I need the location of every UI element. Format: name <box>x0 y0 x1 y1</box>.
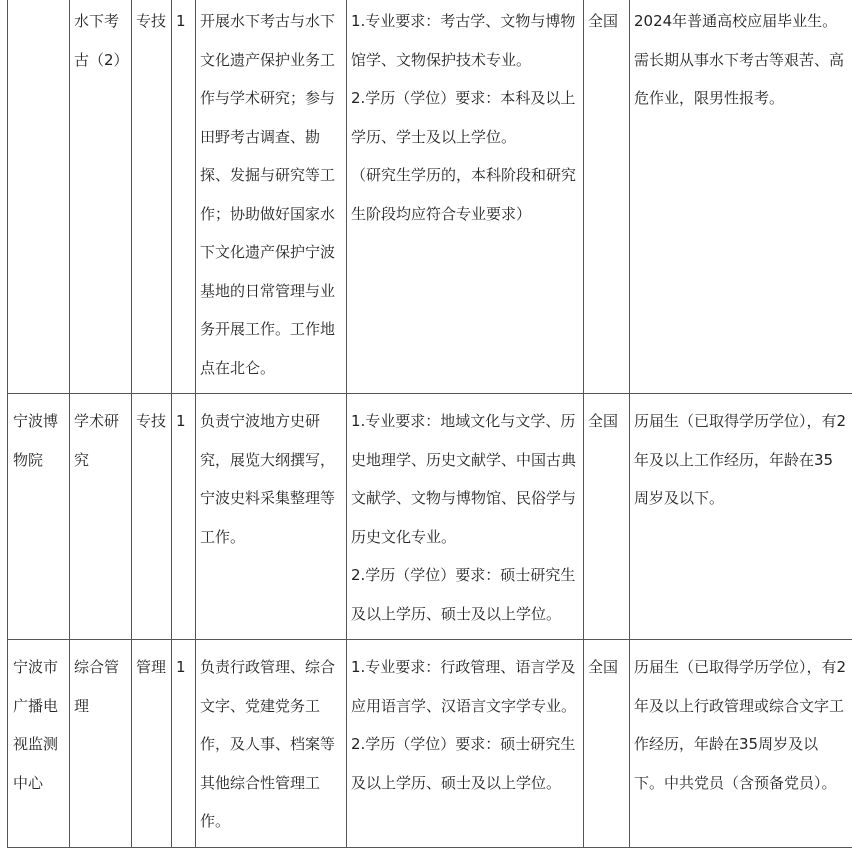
requirement-line: （研究生学历的，本科阶段和研究生阶段均应符合专业要求） <box>351 156 579 233</box>
scope-cell: 全国 <box>584 0 630 394</box>
category-cell: 专技 <box>132 394 172 640</box>
requirement-line: 1.专业要求：行政管理、语言学及应用语言学、汉语言文字学专业。 <box>351 648 579 725</box>
other-cell: 历届生（已取得学历学位），有2年及以上工作经历，年龄在35周岁及以下。 <box>630 394 852 640</box>
position-cell: 综合管理 <box>70 640 132 848</box>
table-row <box>8 394 852 640</box>
table-row <box>8 0 852 394</box>
requirement-line: 2.学历（学位）要求：本科及以上学历、学士及以上学位。 <box>351 79 579 156</box>
requirement-line: 1.专业要求：考古学、文物与博物馆学、文物保护技术专业。 <box>351 2 579 79</box>
other-cell: 2024年普通高校应届毕业生。需长期从事水下考古等艰苦、高危作业，限男性报考。 <box>630 0 852 394</box>
duties-cell: 负责宁波地方史研究，展览大纲撰写，宁波史料采集整理等工作。 <box>196 394 347 640</box>
unit-cell: 宁波市广播电视监测中心 <box>8 640 70 848</box>
requirement-line: 2.学历（学位）要求：硕士研究生及以上学历、硕士及以上学位。 <box>351 725 579 802</box>
count-cell: 1 <box>172 0 196 394</box>
requirements-cell <box>347 0 584 394</box>
scope-cell: 全国 <box>584 394 630 640</box>
position-cell: 水下考古（2） <box>70 0 132 394</box>
category-cell: 管理 <box>132 640 172 848</box>
category-cell: 专技 <box>132 0 172 394</box>
other-cell: 历届生（已取得学历学位），有2年及以上行政管理或综合文字工作经历，年龄在35周岁及以下。中共党员（含预备党员）。 <box>630 640 852 848</box>
recruitment-table <box>7 0 852 848</box>
position-cell: 学术研究 <box>70 394 132 640</box>
unit-cell: 宁波博物院 <box>8 394 70 640</box>
requirement-line: 1.专业要求：地域文化与文学、历史地理学、历史文献学、中国古典文献学、文物与博物馆、民俗学与历史文化专业。 <box>351 402 579 556</box>
duties-cell: 开展水下考古与水下文化遗产保护业务工作与学术研究；参与田野考古调查、勘探、发掘与研究等工作；协助做好国家水下文化遗产保护宁波基地的日常管理与业务开展工作。工作地点在北仑。 <box>196 0 347 394</box>
count-cell: 1 <box>172 640 196 848</box>
requirement-line: 2.学历（学位）要求：硕士研究生及以上学历、硕士及以上学位。 <box>351 556 579 633</box>
scope-cell: 全国 <box>584 640 630 848</box>
requirements-cell <box>347 394 584 640</box>
count-cell: 1 <box>172 394 196 640</box>
duties-cell: 负责行政管理、综合文字、党建党务工作，及人事、档案等其他综合性管理工作。 <box>196 640 347 848</box>
unit-cell <box>8 0 70 394</box>
